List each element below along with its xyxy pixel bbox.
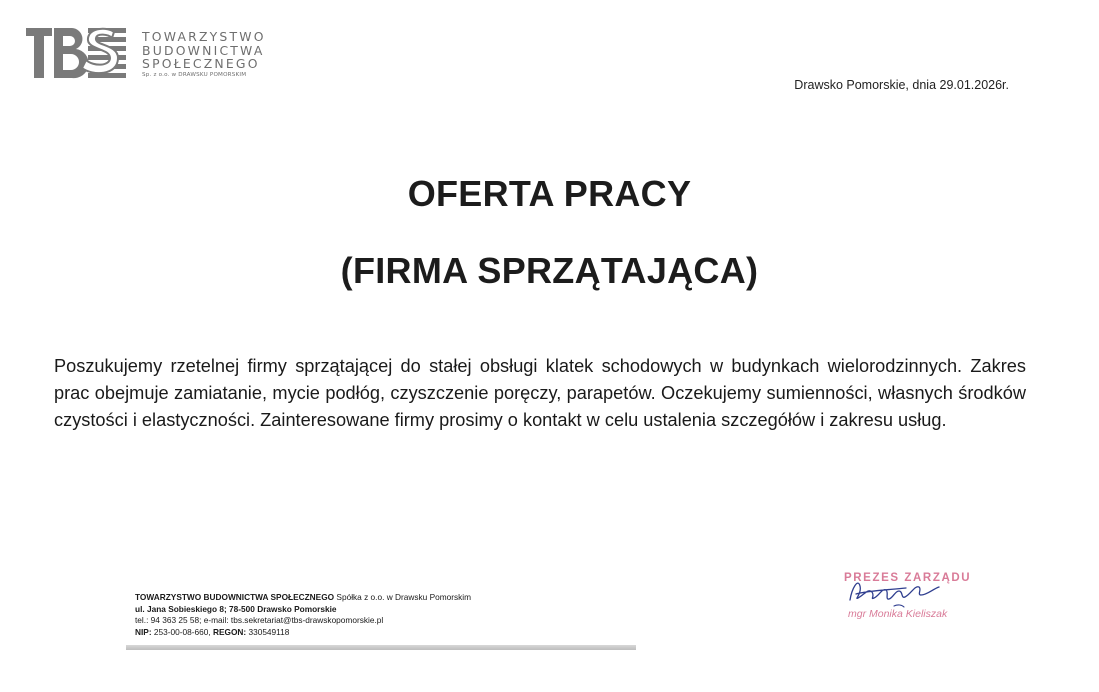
footer-regon: 330549118 — [246, 626, 290, 637]
signature-role: PREZES ZARZĄDU — [844, 572, 972, 584]
footer-company-name: TOWARZYSTWO BUDOWNICTWA SPOŁECZNEGO — [135, 592, 335, 602]
logo-line-2: BUDOWNICTWA — [142, 42, 265, 58]
footer-company-info — [135, 592, 471, 638]
company-logo — [24, 24, 294, 94]
logo-line-1: TOWARZYSTWO — [142, 29, 266, 44]
logo-text — [142, 30, 266, 78]
page-title: OFERTA PRACY — [407, 173, 692, 214]
logo-line-3: SPOŁECZNEGO — [142, 56, 260, 71]
footer-nip-label: NIP: — [135, 626, 152, 637]
footer-company-line — [135, 592, 471, 604]
document-date: Drawsko Pomorskie, dnia 29.01.2026r. — [794, 78, 1009, 92]
footer-nip: 253-00-08-660, — [151, 626, 213, 637]
offer-description: Poszukujemy rzetelnej firmy sprzątającej do stałej obsługi klatek schodowych w budynkach wielorodzinnych. Zakres prac obejmuje zamiatanie, mycie podłóg, czyszczenie poręczy, parapetów. Oczekujemy sumienności, własnych środków czystości i elastyczności. Zainteresowane firmy prosimy o kontakt w celu ustalenia szczegółów i zakresu usług. — [54, 356, 1026, 430]
footer-registry — [135, 627, 471, 639]
logo-subtitle: Sp. z o.o. w DRAWSKU POMORSKIM — [142, 71, 247, 78]
tbs-logo-mark — [24, 24, 128, 82]
signature-stamp — [836, 566, 996, 636]
footer-address: ul. Jana Sobieskiego 8; 78-500 Drawsko Pomorskie — [135, 603, 337, 614]
footer-divider — [126, 645, 636, 650]
signature-name: mgr Monika Kieliszak — [848, 608, 948, 620]
footer-contact: tel.: 94 363 25 58; e-mail: tbs.sekretariat@tbs-drawskopomorskie.pl — [135, 615, 384, 625]
footer-company-suffix: Spółka z o.o. w Drawsku Pomorskim — [334, 592, 472, 602]
footer-regon-label: REGON: — [212, 626, 247, 637]
page-subtitle: (FIRMA SPRZĄTAJĄCA) — [340, 250, 759, 291]
